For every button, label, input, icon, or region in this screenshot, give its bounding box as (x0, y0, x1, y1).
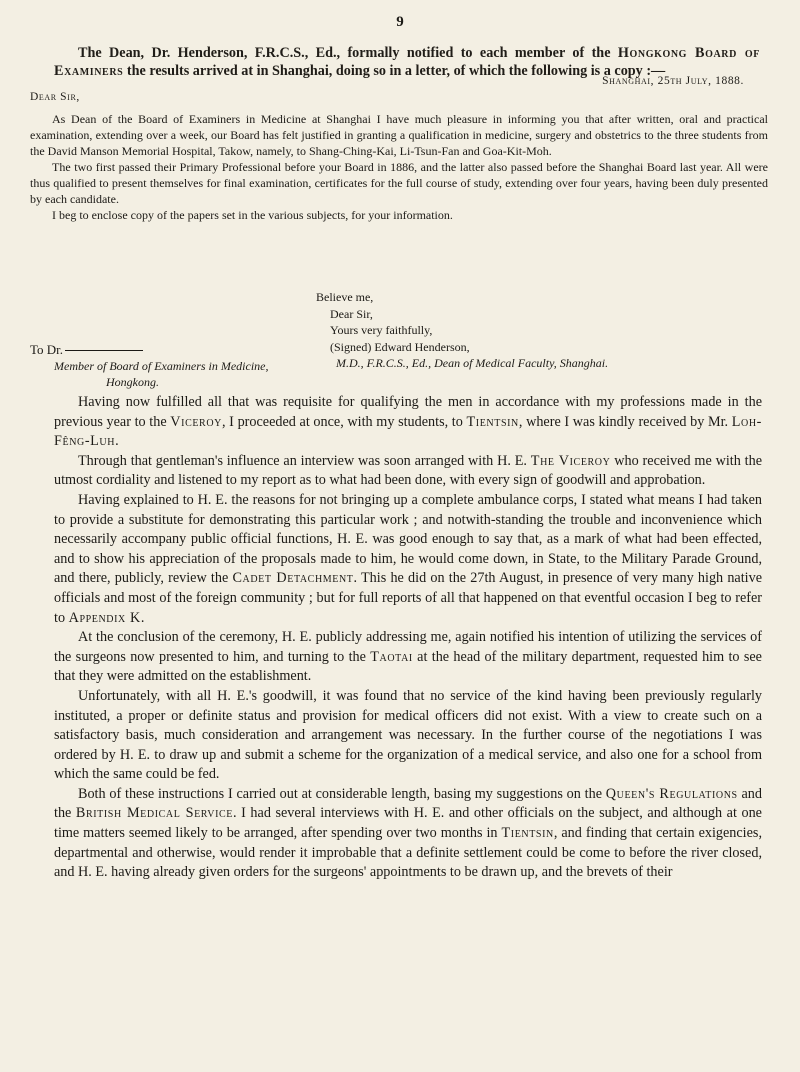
body-paragraph: Both of these instructions I carried out at considerable length, basing my suggestions on the Queen's Regulations and the British Medical Service. I had several interviews with H. E. and other officials on the subject, and although at one time matters seemed likely to be arranged, after spending over two months in Tientsin, and finding that certain exigencies, departmental and otherwise, would render it improbable that a definite settlement could be come to before the river closed, and H. E. having already given orders for the surgeons' appointments to be drawn up, and the brevets of their (54, 785, 762, 881)
letter-head (30, 75, 760, 105)
member-line: Member of Board of Examiners in Medicine, (54, 359, 269, 373)
member-place: Hongkong. (106, 375, 159, 389)
addressee (30, 342, 330, 390)
letter-date: Shanghai, 25th July, 1888. (602, 75, 744, 87)
to-label: To Dr. (30, 342, 64, 357)
letter-paragraph: As Dean of the Board of Examiners in Medicine at Shanghai I have much pleasure in informing you that after written, oral and practical examination, extending over a week, our Board has felt justified in granting a qualification in medicine, surgery and obstetrics to the three students from the David Manson Memorial Hospital, Takow, namely, to Shang-Ching-Kai, Li-Tsun-Fan and Goa-Kit-Moh. (30, 112, 768, 158)
closing-line: Dear Sir, (330, 306, 373, 321)
letter-paragraph: I beg to enclose copy of the papers set in the various subjects, for your information. (52, 208, 453, 222)
page-number: 9 (396, 14, 404, 30)
intro-paragraph: The Dean, Dr. Henderson, F.R.C.S., Ed., formally notified to each member of the Hongkong Board of Examiners the results arrived at in Shanghai, doing so in a letter, of which the following is a copy :— (54, 45, 760, 79)
body-paragraph: Unfortunately, with all H. E.'s goodwill, it was found that no service of the kind having been previously regularly instituted, a proper or definite status and provision for medical officers did not exist. With a view to create such on a satisfactory basis, much consideration and arrangement was necessary. In the further course of the negotiations I was ordered by H. E. to draw up and submit a scheme for the organization of a medical service, and also one for a school from which the same could be fed. (54, 687, 762, 783)
signature-line: (Signed) Edward Henderson, (330, 339, 470, 354)
letter-body (30, 111, 768, 223)
body-paragraph: At the conclusion of the ceremony, H. E. publicly addressing me, again notified his intention of utilizing the services of the surgeons now presented to him, and turning to the Taotai at the head of the military department, requested him to see that they were admitted on the establishment. (54, 629, 762, 685)
board-name: Hongkong Board of Examiners (54, 45, 760, 79)
closing-line: Believe me, (316, 290, 374, 304)
body-paragraph: Having now fulfilled all that was requisite for qualifying the men in accordance with my professions made in the previous year to the Viceroy, I proceeded at once, with my students, to Tientsin, where I was kindly received by Mr. Loh-Fêng-Luh. (54, 394, 762, 450)
salutation: Dear Sir, (30, 91, 80, 103)
signature-title: M.D., F.R.C.S., Ed., Dean of Medical Faculty, Shanghai. (336, 356, 609, 370)
closing-line: Yours very faithfully, (330, 323, 433, 337)
body-paragraph: Having explained to H. E. the reasons for not bringing up a complete ambulance corps, I stated what means I had taken to provide a substitute for demonstrating this particular work ; and notwith-standing the trouble and inconvenience which necessarily accompany public official functions, H. E. was good enough to say that, as a mark of what had been effected, and to show his appreciation of the proposals made to him, he would come down, in State, to the Military Parade Ground, and there, publicly, review the Cadet Detachment. This he did on the 27th August, in presence of very many high native officials and most of the foreign community ; but for full reports of all that happened on that eventful occasion I beg to refer to Appendix K. (54, 491, 763, 626)
letter-paragraph: The two first passed their Primary Professional before your Board in 1886, and the latter also passed before the Shanghai Board last year. All were thus qualified to present themselves for final examination, certificates for the full course of study, extending over four years, having been duly presented by each candidate. (30, 160, 768, 206)
name-blank-rule (65, 350, 143, 351)
body-text (54, 393, 762, 883)
body-paragraph: Through that gentleman's influence an interview was soon arranged with H. E. The Viceroy who received me with the utmost cordiality and listened to my report as to what had been done, with every sign of goodwill and approbation. (54, 452, 762, 489)
letter-closing (316, 289, 786, 372)
